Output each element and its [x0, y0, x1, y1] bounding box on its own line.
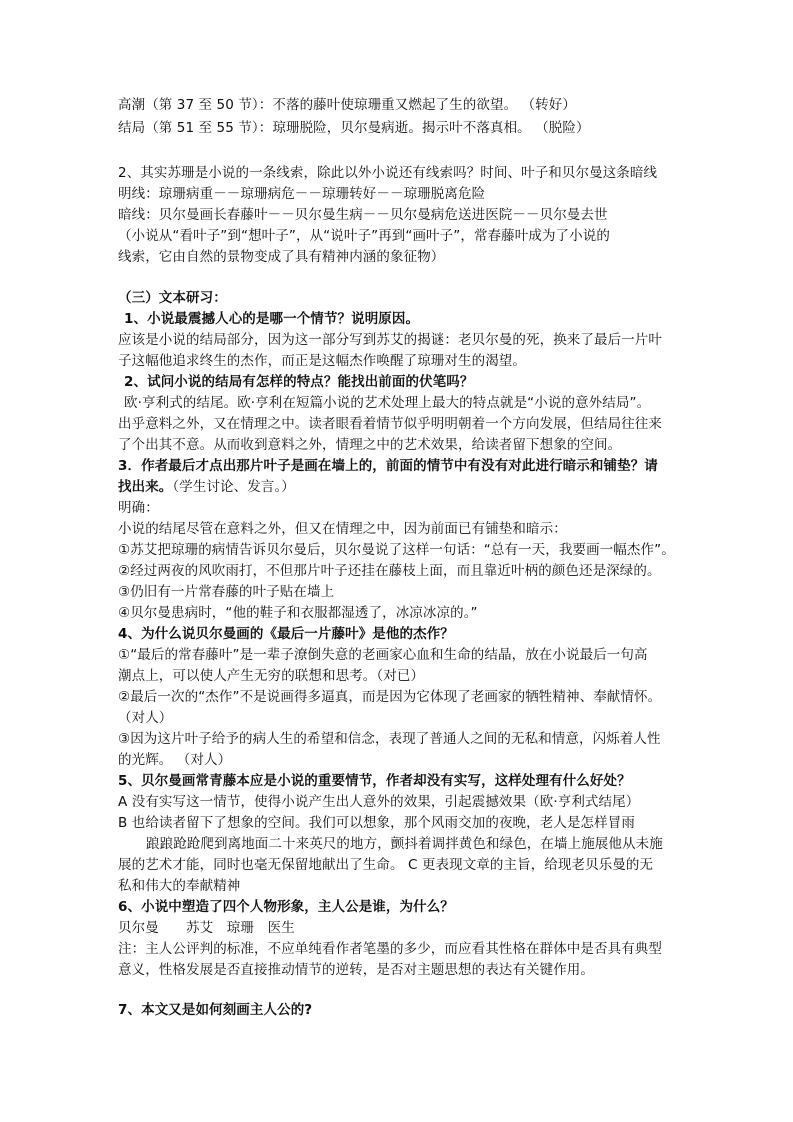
answer-5-line-2: B 也给读者留下了想象的空间。我们可以想象，那个风雨交加的夜晚，老人是怎样冒雨 — [118, 815, 635, 831]
answer-4-line-5: ③因为这片叶子给予的病人生的希望和信念，表现了普通人之间的无私和情意，闪烁着人性 — [118, 731, 661, 747]
answer-2-line-2: 出乎意料之外，又在情理之中。读者眼看着情节似乎明明朝着一个方向发展，但结局往往来 — [118, 416, 662, 432]
answer-2-line-3: 了个出其不意。从而收到意料之外，情理之中的艺术效果，给读者留下想象的空间。 — [118, 437, 622, 453]
plot-climax: 高潮（第 37 至 50 节）：不落的藤叶使琼珊重又燃起了生的欲望。 （转好） — [118, 97, 576, 113]
answer-3-line-2: ①苏艾把琼珊的病情告诉贝尔曼后，贝尔曼说了这样一句话：“总有一天，我要画一幅杰作”。 — [118, 542, 675, 558]
answer-4-line-3: ②最后一次的“杰作”不是说画得多逼真，而是因为它体现了老画家的牺牲精神、奉献情怀。 — [118, 689, 662, 705]
answer-6-note-line-2: 意义，性格发展是否直接推动情节的逆转，是否对主题思想的表达有关键作用。 — [118, 962, 594, 978]
question-1: 1、小说最震撼人心的是哪一个情节？说明原因。 — [124, 311, 420, 327]
clue-question: 2、其实苏珊是小说的一条线索，除此以外小说还有线索吗？时间、叶子和贝尔曼这条暗线 — [118, 165, 658, 181]
question-5: 5、贝尔曼画常青藤本应是小说的重要情节，作者却没有实写，这样处理有什么好处？ — [118, 773, 631, 789]
answer-5-line-4: 展的艺术才能，同时也毫无保留地献出了生命。 C 更表现文章的主旨，给现老贝乐曼的无 — [118, 857, 654, 873]
answer-3-label: 明确： — [118, 500, 159, 516]
answer-1-line-1: 应该是小说的结局部分，因为这一部分写到苏艾的揭谜：老贝尔曼的死，换来了最后一片叶 — [118, 332, 662, 348]
answer-1-line-2: 子这幅他追求终生的杰作，而正是这幅杰作唤醒了琼珊对生的渴望。 — [118, 353, 526, 369]
question-2: 2、试问小说的结局有怎样的特点？能找出前面的伏笔吗？ — [124, 374, 474, 390]
question-7: 7、本文又是如何刻画主人公的? — [118, 1002, 313, 1018]
answer-6-note-line-1: 注：主人公评判的标准，不应单纯看作者笔墨的多少，而应看其性格在群体中是否具有典型 — [118, 941, 662, 957]
answer-5-line-5: 私和伟大的奉献精神 — [118, 878, 241, 894]
answer-4-line-2: 潮点上，可以使人产生无穷的联想和思考。（对已） — [118, 668, 425, 684]
question-3-note: （学生讨论、发言。） — [172, 479, 295, 495]
answer-4-line-1: ①“最后的常春藤叶”是一辈子潦倒失意的老画家心血和生命的结晶，放在小说最后一句高 — [118, 647, 648, 663]
answer-3-line-4: ③仍旧有一片常春藤的叶子贴在墙上 — [118, 584, 335, 600]
clue-note-line-1: （小说从“看叶子”到“想叶子”，从“说叶子”再到“画叶子”，常春藤叶成为了小说的 — [118, 228, 610, 244]
answer-3-line-5: ④贝尔曼患病时，“他的鞋子和衣服都湿透了，冰凉冰凉的。” — [118, 605, 478, 621]
answer-6-characters: 贝尔曼 苏艾 琼珊 医生 — [118, 920, 295, 936]
question-6: 6、小说中塑造了四个人物形象，主人公是谁，为什么？ — [118, 899, 454, 915]
answer-4-line-4: （对人） — [118, 710, 173, 726]
clue-note-line-2: 线索，它由自然的景物变成了具有精神内涵的象征物） — [118, 249, 445, 265]
answer-4-line-6: 的光辉。 （对人） — [118, 752, 232, 768]
plot-ending: 结局（第 51 至 55 节）：琼珊脱险，贝尔曼病逝。揭示叶不落真相。 （脱险） — [118, 120, 590, 136]
question-3-tail: 找出来。 — [118, 479, 173, 495]
question-3-line-2 — [118, 477, 295, 497]
implicit-clue: 暗线：贝尔曼画长春藤叶－－贝尔曼生病－－贝尔曼病危送进医院－－贝尔曼去世 — [118, 207, 608, 223]
answer-5-line-1: A 没有实写这一情节，使得小说产生出人意外的效果，引起震撼效果（欧·亨利式结尾） — [118, 794, 640, 810]
explicit-clue: 明线：琼珊病重－－琼珊病危－－琼珊转好－－琼珊脱离危险 — [118, 186, 486, 202]
question-3-line-1: 3．作者最后才点出那片叶子是画在墙上的，前面的情节中有没有对此进行暗示和铺垫？请 — [118, 458, 658, 474]
answer-3-line-1: 小说的结尾尽管在意料之外，但又在情理之中，因为前面已有铺垫和暗示： — [118, 521, 567, 537]
answer-2-line-1: 欧·亨利式的结尾。欧·亨利在短篇小说的艺术处理上最大的特点就是“小说的意外结局”。 — [124, 395, 651, 411]
answer-5-line-3: 踉踉跄跄爬到离地面二十来英尺的地方，颤抖着调拌黄色和绿色，在墙上施展他从未施 — [146, 836, 663, 852]
answer-3-line-3: ②经过两夜的风吹雨打，不但那片叶子还挂在藤枝上面，而且靠近叶柄的颜色还是深绿的。 — [118, 563, 661, 579]
question-4: 4、为什么说贝尔曼画的《最后一片藤叶》是他的杰作？ — [118, 626, 454, 642]
section-heading: （三）文本研习： — [118, 290, 227, 306]
